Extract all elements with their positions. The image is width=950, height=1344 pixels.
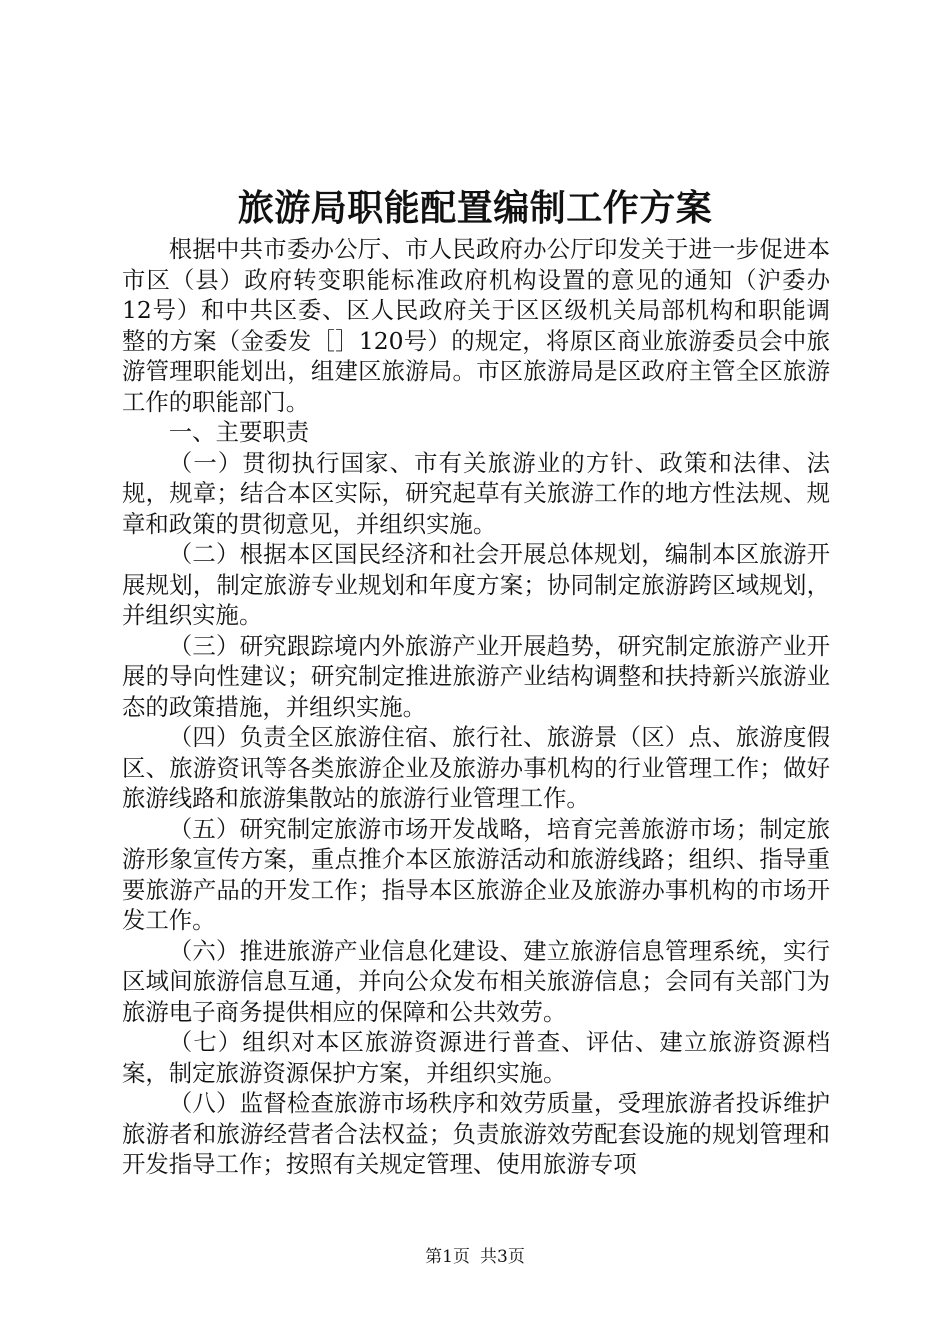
duty-item-6: （六）推进旅游产业信息化建设、建立旅游信息管理系统，实行区域间旅游信息互通，并向公众发布相关旅游信息；会同有关部门为旅游电子商务提供相应的保障和公共效劳。 bbox=[122, 936, 830, 1026]
document-title: 旅游局职能配置编制工作方案 bbox=[237, 187, 713, 229]
page-total: 共3页 bbox=[480, 1247, 525, 1267]
duty-item-2: （二）根据本区国民经济和社会开展总体规划，编制本区旅游开展规划，制定旅游专业规划和年度方案；协同制定旅游跨区域规划，并组织实施。 bbox=[122, 540, 830, 629]
duty-item-4: （四）负责全区旅游住宿、旅行社、旅游景（区）点、旅游度假区、旅游资讯等各类旅游企业及旅游办事机构的行业管理工作；做好旅游线路和旅游集散站的旅游行业管理工作。 bbox=[122, 723, 830, 812]
duty-item-5: （五）研究制定旅游市场开发战略，培育完善旅游市场；制定旅游形象宣传方案，重点推介本区旅游活动和旅游线路；组织、指导重要旅游产品的开发工作；指导本区旅游企业及旅游办事机构的市场开发工作。 bbox=[122, 814, 830, 934]
duty-item-7: （七）组织对本区旅游资源进行普查、评估、建立旅游资源档案，制定旅游资源保护方案，并组织实施。 bbox=[122, 1028, 830, 1087]
document-body bbox=[122, 234, 830, 1180]
page-footer bbox=[0, 1246, 950, 1268]
duty-item-3: （三）研究跟踪境内外旅游产业开展趋势，研究制定旅游产业开展的导向性建议；研究制定推进旅游产业结构调整和扶持新兴旅游业态的政策措施，并组织实施。 bbox=[122, 631, 830, 721]
duty-item-8: （八）监督检查旅游市场秩序和效劳质量，受理旅游者投诉维护旅游者和旅游经营者合法权益；负责旅游效劳配套设施的规划管理和开发指导工作；按照有关规定管理、使用旅游专项 bbox=[122, 1089, 830, 1178]
duty-item-1: （一）贯彻执行国家、市有关旅游业的方针、政策和法律、法规，规章；结合本区实际，研究起草有关旅游工作的地方性法规、规章和政策的贯彻意见，并组织实施。 bbox=[122, 448, 830, 538]
section-heading-main-duties: 一、主要职责 bbox=[168, 418, 310, 446]
page-number: 第1页 bbox=[425, 1247, 470, 1267]
intro-paragraph: 根据中共市委办公厅、市人民政府办公厅印发关于进一步促进本市区（县）政府转变职能标准政府机构设置的意见的通知（沪委办12号）和中共区委、区人民政府关于区区级机关局部机构和职能调整的方案（金委发［］120号）的规定，将原区商业旅游委员会中旅游管理职能划出，组建区旅游局。市区旅游局是区政府主管全区旅游工作的职能部门。 bbox=[122, 235, 830, 416]
